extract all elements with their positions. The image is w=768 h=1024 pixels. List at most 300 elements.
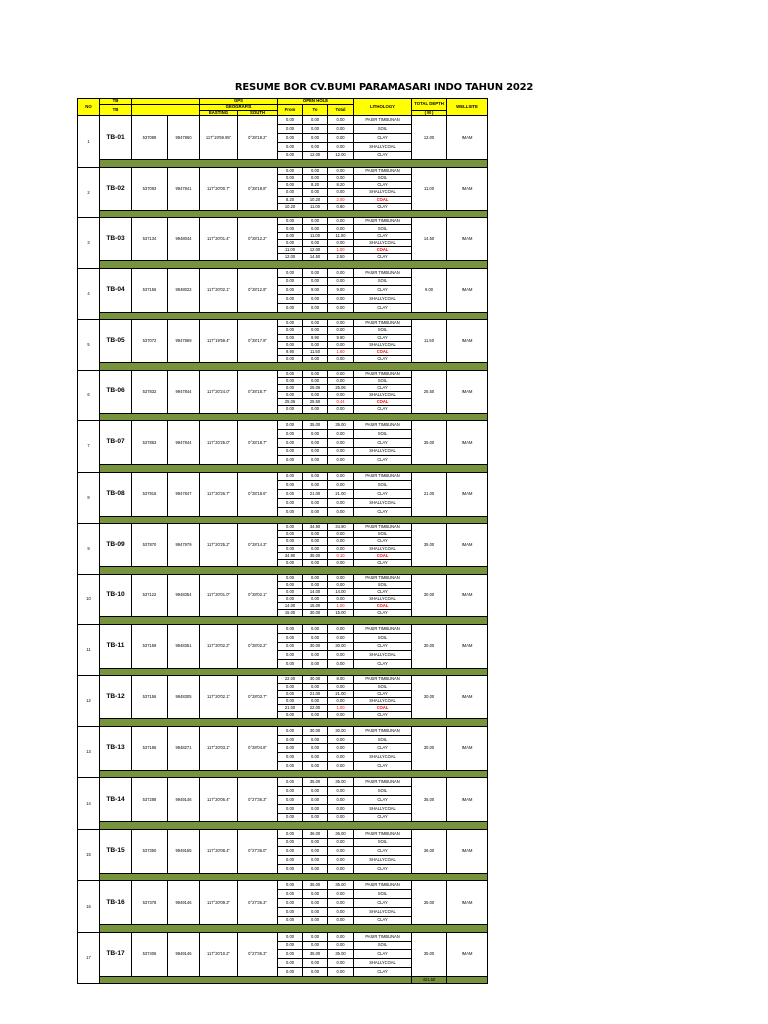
depth-from: 0.00 — [278, 429, 303, 438]
total-depth: 35.00 — [412, 881, 447, 925]
hole-no: 13 — [78, 726, 100, 777]
depth-total: 0.00 — [328, 327, 354, 334]
depth-total: 0.00 — [328, 856, 354, 865]
lithology: CLAY — [354, 968, 412, 977]
lithology: COAL — [354, 399, 412, 406]
hole-x: 537134 — [132, 218, 168, 261]
depth-to: 0.00 — [303, 498, 328, 507]
depth-to: 0.00 — [303, 481, 328, 490]
depth-from: 0.00 — [278, 232, 303, 239]
depth-total: 0.00 — [328, 456, 354, 465]
depth-total: 35.00 — [328, 881, 354, 890]
depth-from: 0.00 — [278, 916, 303, 925]
depth-from: 0.00 — [278, 545, 303, 552]
hole-easting: 117°20'08.4" — [200, 829, 238, 873]
depth-from: 0.00 — [278, 881, 303, 890]
hole-no: 14 — [78, 778, 100, 829]
depth-from: 0.00 — [278, 406, 303, 413]
depth-total: 8.00 — [328, 676, 354, 683]
lithology: SOIL — [354, 225, 412, 232]
wellsite: IMAM — [447, 421, 488, 465]
lithology: SHALLYCOAL — [354, 804, 412, 813]
lithology: SHALLYCOAL — [354, 239, 412, 246]
depth-to: 0.00 — [303, 744, 328, 753]
depth-to: 34.90 — [303, 524, 328, 531]
lithology: CLAY — [354, 384, 412, 391]
depth-to: 35.00 — [303, 950, 328, 959]
wellsite: IMAM — [447, 167, 488, 210]
lithology: CLAY — [354, 356, 412, 363]
depth-from: 0.00 — [278, 268, 303, 277]
depth-from: 0.00 — [278, 481, 303, 490]
hole-south: 0°28'18.7" — [238, 370, 278, 413]
depth-from: 0.00 — [278, 847, 303, 856]
hole-south: 0°28'18.8" — [238, 167, 278, 210]
depth-from: 9.90 — [278, 348, 303, 355]
depth-from: 0.00 — [278, 456, 303, 465]
depth-to: 30.00 — [303, 726, 328, 735]
depth-from: 0.00 — [278, 744, 303, 753]
separator — [100, 668, 488, 676]
depth-from: 0.00 — [278, 941, 303, 950]
depth-from: 0.00 — [278, 865, 303, 874]
table-row — [78, 218, 488, 225]
hole-y: 9948305 — [168, 676, 200, 719]
depth-to: 0.00 — [303, 189, 328, 196]
depth-total: 21.00 — [328, 690, 354, 697]
depth-to: 11.50 — [303, 348, 328, 355]
hole-id: TB-10 — [100, 574, 132, 617]
depth-from: 0.00 — [278, 829, 303, 838]
depth-total: 0.00 — [328, 125, 354, 134]
depth-to: 0.00 — [303, 507, 328, 516]
table-row — [78, 320, 488, 327]
hole-south: 0°27'36.0" — [238, 829, 278, 873]
depth-total: 0.00 — [328, 932, 354, 941]
depth-total: 0.00 — [328, 795, 354, 804]
depth-total: 0.00 — [328, 225, 354, 232]
hole-easting: 117°20'02.1" — [200, 676, 238, 719]
bore-summary-table — [77, 98, 488, 984]
table-row — [78, 370, 488, 377]
hole-y: 9947979 — [168, 524, 200, 567]
depth-from: 0.00 — [278, 189, 303, 196]
depth-total: 0.00 — [328, 239, 354, 246]
depth-from: 0.00 — [278, 633, 303, 642]
depth-total: 0.00 — [328, 890, 354, 899]
lithology: SOIL — [354, 581, 412, 588]
lithology: SOIL — [354, 481, 412, 490]
lithology: SOIL — [354, 175, 412, 182]
depth-from: 0.00 — [278, 341, 303, 348]
hole-south: 0°28'12.9" — [238, 268, 278, 312]
hole-x: 537089 — [132, 116, 168, 160]
depth-total: 30.00 — [328, 642, 354, 651]
depth-from: 0.00 — [278, 950, 303, 959]
depth-total: 0.00 — [328, 633, 354, 642]
total-depth: 9.00 — [412, 268, 447, 312]
depth-to: 0.00 — [303, 959, 328, 968]
depth-total: 0.00 — [328, 133, 354, 142]
header-total: Total — [328, 104, 354, 116]
hole-x: 537093 — [132, 167, 168, 210]
depth-from: 0.00 — [278, 218, 303, 225]
separator-row — [78, 210, 488, 218]
depth-to: 9.90 — [303, 334, 328, 341]
depth-total: 25.06 — [328, 384, 354, 391]
depth-from: 22.00 — [278, 676, 303, 683]
depth-to: 0.00 — [303, 545, 328, 552]
separator — [100, 719, 488, 727]
depth-from: 0.00 — [278, 559, 303, 566]
depth-total: 0.00 — [328, 838, 354, 847]
depth-from: 0.00 — [278, 498, 303, 507]
separator — [100, 210, 488, 218]
hole-no: 8 — [78, 472, 100, 523]
hole-south: 0°28'14.3" — [238, 524, 278, 567]
hole-id: TB-09 — [100, 524, 132, 567]
depth-total: 0.00 — [328, 712, 354, 719]
depth-to: 0.00 — [303, 429, 328, 438]
header-no: NO — [78, 99, 100, 116]
separator-row — [78, 261, 488, 269]
total-depth: 35.00 — [412, 778, 447, 822]
hole-x: 537832 — [132, 370, 168, 413]
depth-to: 12.00 — [303, 246, 328, 253]
depth-total: 0.00 — [328, 581, 354, 588]
hole-x: 537159 — [132, 624, 168, 668]
depth-from: 0.00 — [278, 277, 303, 286]
lithology: CLAY — [354, 744, 412, 753]
header-blank — [132, 104, 200, 116]
table-row — [78, 268, 488, 277]
hole-easting: 117°20'10.2" — [200, 932, 238, 976]
depth-total: 0.00 — [328, 735, 354, 744]
depth-total: 0.00 — [328, 697, 354, 704]
hole-id: TB-11 — [100, 624, 132, 668]
depth-from: 0.00 — [278, 531, 303, 538]
lithology: CLAY — [354, 286, 412, 295]
hole-easting: 117°20'01.0" — [200, 574, 238, 617]
depth-to: 0.00 — [303, 712, 328, 719]
header-wellsite: WELLSITE — [447, 99, 488, 116]
depth-from: 0.00 — [278, 898, 303, 907]
hole-y: 9948354 — [168, 574, 200, 617]
lithology: SHALLYCOAL — [354, 189, 412, 196]
lithology: PASIR TIMBUNAN — [354, 218, 412, 225]
lithology: CLAY — [354, 151, 412, 160]
depth-to: 0.00 — [303, 838, 328, 847]
depth-total: 35.00 — [328, 421, 354, 430]
depth-from: 0.00 — [278, 384, 303, 391]
hole-id: TB-13 — [100, 726, 132, 770]
depth-to: 35.00 — [303, 421, 328, 430]
separator — [100, 160, 488, 168]
total-depth: 36.00 — [412, 829, 447, 873]
depth-total: 0.00 — [328, 447, 354, 456]
lithology: CLAY — [354, 865, 412, 874]
hole-no: 11 — [78, 624, 100, 675]
depth-from: 0.00 — [278, 804, 303, 813]
lithology: CLAY — [354, 507, 412, 516]
depth-total: 0.00 — [328, 218, 354, 225]
depth-to: 0.00 — [303, 735, 328, 744]
depth-to: 0.00 — [303, 683, 328, 690]
lithology: COAL — [354, 705, 412, 712]
hole-no: 12 — [78, 676, 100, 726]
lithology: SOIL — [354, 838, 412, 847]
hole-id: TB-03 — [100, 218, 132, 261]
lithology: COAL — [354, 552, 412, 559]
depth-total: 0.00 — [328, 753, 354, 762]
wellsite: IMAM — [447, 218, 488, 261]
depth-to: 0.00 — [303, 133, 328, 142]
depth-total: 1.00 — [328, 705, 354, 712]
depth-to: 0.00 — [303, 787, 328, 796]
depth-to: 0.00 — [303, 303, 328, 312]
hole-y: 9947844 — [168, 370, 200, 413]
separator-end — [447, 976, 488, 984]
depth-total: 0.00 — [328, 898, 354, 907]
lithology: SOIL — [354, 683, 412, 690]
depth-total: 0.00 — [328, 968, 354, 977]
lithology: CLAY — [354, 813, 412, 822]
lithology: CLAY — [354, 950, 412, 959]
hole-x: 537406 — [132, 932, 168, 976]
grand-total: 421.50 — [412, 976, 447, 984]
hole-no: 6 — [78, 370, 100, 420]
total-depth: 30.00 — [412, 624, 447, 668]
depth-to: 14.50 — [303, 254, 328, 261]
lithology: CLAY — [354, 254, 412, 261]
depth-to: 0.00 — [303, 633, 328, 642]
hole-south: 0°28'18.6" — [238, 472, 278, 516]
depth-from: 11.00 — [278, 246, 303, 253]
depth-total: 0.00 — [328, 498, 354, 507]
depth-from: 0.00 — [278, 286, 303, 295]
depth-to: 0.00 — [303, 438, 328, 447]
hole-y: 9947847 — [168, 472, 200, 516]
depth-to: 30.00 — [303, 610, 328, 617]
depth-total: 0.00 — [328, 762, 354, 771]
hole-easting: 117°20'02.1" — [200, 268, 238, 312]
depth-from: 0.00 — [278, 133, 303, 142]
depth-total: 35.00 — [328, 950, 354, 959]
wellsite: IMAM — [447, 472, 488, 516]
hole-easting: 117°20'01.4" — [200, 218, 238, 261]
hole-no: 10 — [78, 574, 100, 624]
depth-from: 0.00 — [278, 356, 303, 363]
hole-south: 0°28'17.9" — [238, 320, 278, 363]
depth-from: 0.00 — [278, 651, 303, 660]
table-row — [78, 676, 488, 683]
depth-from: 0.00 — [278, 932, 303, 941]
depth-to: 11.00 — [303, 232, 328, 239]
depth-total: 0.80 — [328, 203, 354, 210]
depth-total: 0.00 — [328, 377, 354, 384]
lithology: PASIR TIMBUNAN — [354, 726, 412, 735]
depth-from: 0.00 — [278, 377, 303, 384]
depth-from: 0.00 — [278, 225, 303, 232]
table-row — [78, 116, 488, 125]
depth-from: 0.00 — [278, 595, 303, 602]
depth-to: 0.00 — [303, 968, 328, 977]
hole-y: 9948351 — [168, 624, 200, 668]
depth-to: 0.00 — [303, 167, 328, 174]
depth-from: 25.06 — [278, 399, 303, 406]
depth-to: 35.00 — [303, 552, 328, 559]
depth-to: 0.00 — [303, 762, 328, 771]
depth-total: 0.00 — [328, 472, 354, 481]
depth-from: 0.00 — [278, 778, 303, 787]
depth-to: 0.00 — [303, 456, 328, 465]
separator — [100, 363, 488, 371]
depth-to: 0.00 — [303, 651, 328, 660]
total-depth: 25.50 — [412, 370, 447, 413]
depth-to: 9.00 — [303, 286, 328, 295]
lithology: SOIL — [354, 890, 412, 899]
depth-from: 0.00 — [278, 295, 303, 304]
depth-to: 0.00 — [303, 370, 328, 377]
depth-from: 0.00 — [278, 447, 303, 456]
total-depth: 12.00 — [412, 116, 447, 160]
table-row — [78, 624, 488, 633]
lithology: PASIR TIMBUNAN — [354, 881, 412, 890]
depth-to: 25.50 — [303, 399, 328, 406]
depth-to: 0.00 — [303, 856, 328, 865]
depth-to: 10.20 — [303, 196, 328, 203]
lithology: SHALLYCOAL — [354, 295, 412, 304]
lithology: PASIR TIMBUNAN — [354, 829, 412, 838]
hole-x: 537350 — [132, 829, 168, 873]
depth-to: 0.00 — [303, 218, 328, 225]
depth-total: 0.00 — [328, 429, 354, 438]
depth-to: 36.00 — [303, 829, 328, 838]
depth-to: 21.00 — [303, 690, 328, 697]
depth-from: 0.00 — [278, 838, 303, 847]
lithology: SOIL — [354, 429, 412, 438]
lithology: PASIR TIMBUNAN — [354, 421, 412, 430]
hole-id: TB-07 — [100, 421, 132, 465]
depth-to: 0.00 — [303, 795, 328, 804]
wellsite: IMAM — [447, 726, 488, 770]
depth-to: 0.00 — [303, 341, 328, 348]
hole-x: 537288 — [132, 778, 168, 822]
depth-total: 11.00 — [328, 232, 354, 239]
depth-total: 21.00 — [328, 490, 354, 499]
depth-from: 0.00 — [278, 856, 303, 865]
depth-from: 0.00 — [278, 507, 303, 516]
hole-id: TB-04 — [100, 268, 132, 312]
hole-id: TB-08 — [100, 472, 132, 516]
depth-to: 25.06 — [303, 384, 328, 391]
hole-south: 0°28'18.7" — [238, 421, 278, 465]
depth-to: 22.00 — [303, 705, 328, 712]
lithology: CLAY — [354, 762, 412, 771]
separator-row — [78, 822, 488, 830]
depth-from: 0.00 — [278, 438, 303, 447]
depth-total: 0.00 — [328, 370, 354, 377]
hole-no: 9 — [78, 524, 100, 574]
depth-total: 9.00 — [328, 286, 354, 295]
depth-to: 0.00 — [303, 239, 328, 246]
hole-no: 7 — [78, 421, 100, 472]
depth-from: 10.20 — [278, 203, 303, 210]
depth-total: 0.00 — [328, 847, 354, 856]
table-row — [78, 726, 488, 735]
hole-y: 9947860 — [168, 116, 200, 160]
depth-total: 2.50 — [328, 254, 354, 261]
depth-to: 0.00 — [303, 225, 328, 232]
table-row — [78, 472, 488, 481]
depth-from: 0.00 — [278, 642, 303, 651]
table-row — [78, 167, 488, 174]
lithology: CLAY — [354, 642, 412, 651]
total-depth: 35.00 — [412, 524, 447, 567]
depth-from: 0.00 — [278, 697, 303, 704]
header-geografis: GEOGRAFIS — [200, 104, 278, 110]
depth-from: 0.00 — [278, 320, 303, 327]
hole-south: 0°28'12.2" — [238, 218, 278, 261]
depth-from: 0.00 — [278, 125, 303, 134]
hole-id: TB-05 — [100, 320, 132, 363]
depth-total: 0.00 — [328, 175, 354, 182]
total-depth: 35.00 — [412, 421, 447, 465]
depth-total: 0.00 — [328, 574, 354, 581]
lithology: SHALLYCOAL — [354, 959, 412, 968]
wellsite: IMAM — [447, 932, 488, 976]
lithology: PASIR TIMBUNAN — [354, 778, 412, 787]
hole-south: 0°27'36.3" — [238, 778, 278, 822]
depth-total: 0.00 — [328, 660, 354, 669]
depth-to: 30.00 — [303, 676, 328, 683]
depth-to: 0.00 — [303, 847, 328, 856]
wellsite: IMAM — [447, 676, 488, 719]
depth-to: 0.00 — [303, 356, 328, 363]
separator-row — [78, 413, 488, 421]
hole-south: 0°27'36.3" — [238, 881, 278, 925]
lithology: CLAY — [354, 490, 412, 499]
hole-no: 17 — [78, 932, 100, 983]
depth-from: 0.00 — [278, 726, 303, 735]
depth-from: 0.00 — [278, 524, 303, 531]
separator — [100, 516, 488, 524]
lithology: PASIR TIMBUNAN — [354, 472, 412, 481]
separator-row — [78, 770, 488, 778]
hole-easting: 117°20'24.0" — [200, 370, 238, 413]
lithology: PASIR TIMBUNAN — [354, 624, 412, 633]
hole-y: 9949146 — [168, 932, 200, 976]
depth-from: 0.00 — [278, 151, 303, 160]
hole-south: 0°28'03.7" — [238, 676, 278, 719]
depth-to: 0.00 — [303, 624, 328, 633]
separator-row — [78, 719, 488, 727]
lithology: PASIR TIMBUNAN — [354, 116, 412, 125]
depth-from: 0.00 — [278, 660, 303, 669]
table-row — [78, 881, 488, 890]
wellsite: IMAM — [447, 624, 488, 668]
depth-to: 0.00 — [303, 327, 328, 334]
depth-to: 0.00 — [303, 320, 328, 327]
header-lithology: LITHOLOGY — [354, 99, 412, 116]
lithology: PASIR TIMBUNAN — [354, 320, 412, 327]
table-header — [78, 99, 488, 116]
hole-easting: 117°20'09.3" — [200, 881, 238, 925]
wellsite: IMAM — [447, 881, 488, 925]
depth-total: 0.10 — [328, 552, 354, 559]
table-row — [78, 932, 488, 941]
depth-total: 2.00 — [328, 196, 354, 203]
